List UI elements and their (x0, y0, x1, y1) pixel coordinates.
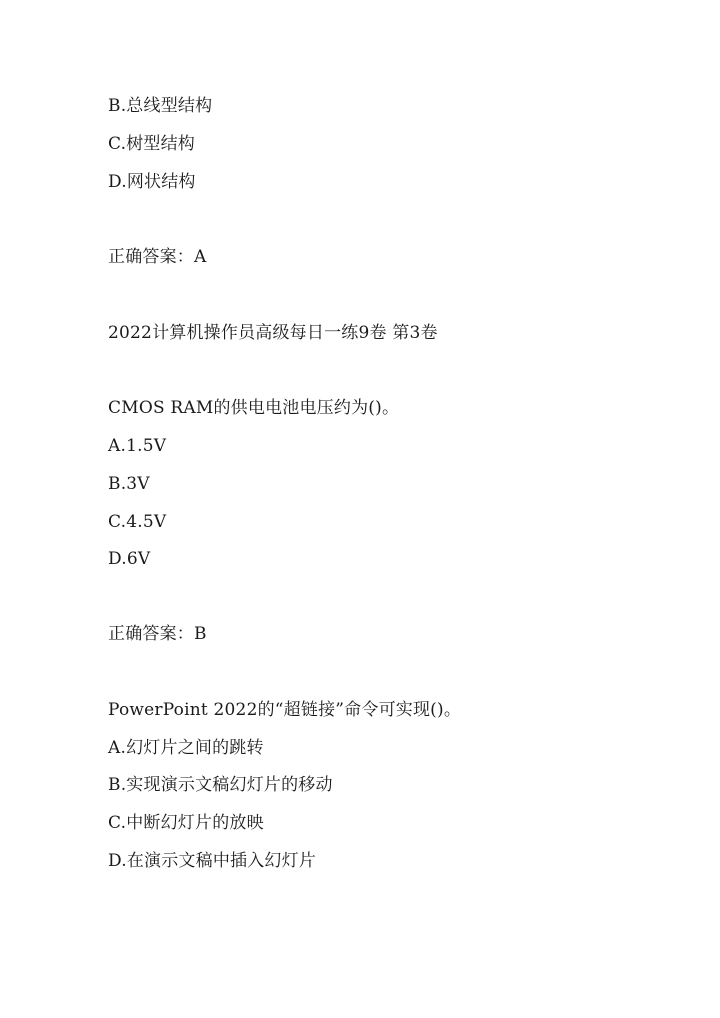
q2-option-a: A.1.5V (108, 436, 167, 456)
q3-stem: PowerPoint 2022的“超链接”命令可实现()。 (108, 700, 462, 720)
q1-correct-answer: 正确答案：A (108, 247, 207, 267)
q1-option-c: C.树型结构 (108, 134, 196, 154)
q2-stem: CMOS RAM的供电电池电压约为()。 (108, 398, 400, 418)
q3-option-c: C.中断幻灯片的放映 (108, 813, 264, 833)
q2-correct-answer: 正确答案：B (108, 624, 207, 644)
section-title: 2022计算机操作员高级每日一练9卷 第3卷 (108, 323, 438, 343)
q1-option-b: B.总线型结构 (108, 96, 213, 116)
q2-option-c: C.4.5V (108, 512, 167, 532)
q2-option-b: B.3V (108, 474, 150, 494)
q3-option-b: B.实现演示文稿幻灯片的移动 (108, 775, 333, 795)
q2-option-d: D.6V (108, 549, 151, 569)
q1-option-d: D.网状结构 (108, 172, 196, 192)
q3-option-d: D.在演示文稿中插入幻灯片 (108, 851, 317, 871)
q3-option-a: A.幻灯片之间的跳转 (108, 738, 264, 758)
